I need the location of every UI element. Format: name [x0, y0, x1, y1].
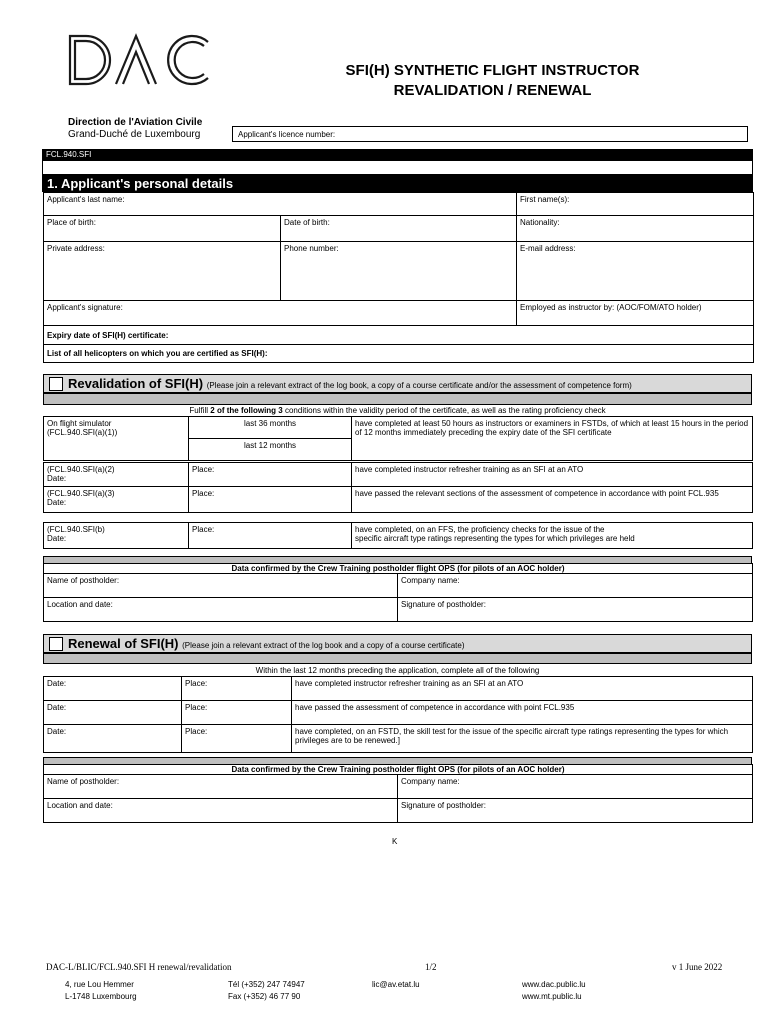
proficiency-check-table	[43, 522, 753, 549]
revalidation-grey-bar	[43, 393, 752, 405]
expiry-date-field[interactable]	[44, 326, 754, 345]
footer-doc-ref: DAC-L/BLIC/FCL.940.SFI H renewal/revalidation	[46, 962, 232, 972]
form-title-line2: REVALIDATION / RENEWAL	[393, 82, 592, 99]
renewal1-place-label: Place:	[185, 679, 208, 688]
spacer-row	[42, 161, 753, 174]
form-code-bar	[42, 149, 753, 161]
condition1-cell	[352, 417, 753, 461]
renewal3-date-field[interactable]	[44, 725, 182, 753]
condition3-place-field[interactable]	[189, 487, 352, 513]
date-of-birth-label: Date of birth:	[284, 218, 330, 227]
condition2-date-field[interactable]	[44, 463, 189, 487]
renewal3-place-field[interactable]	[182, 725, 292, 753]
private-address-label: Private address:	[47, 244, 105, 253]
condition3-ref: (FCL.940.SFI(a)(3)	[47, 489, 115, 498]
condition4-date-label: Date:	[47, 534, 67, 543]
confirm2-postholder-name-field[interactable]	[44, 775, 398, 799]
condition2-place-label: Place:	[192, 465, 215, 474]
flight-simulator-cell	[44, 417, 189, 461]
last-36-months-label: last 36 months	[243, 419, 297, 428]
stray-mark: K	[392, 837, 398, 846]
confirm2-company-label: Company name:	[401, 777, 460, 786]
confirm2-table	[43, 764, 753, 823]
nationality-label: Nationality:	[520, 218, 560, 227]
renewal3-cell	[292, 725, 753, 753]
confirm2-location-date-field[interactable]	[44, 799, 398, 823]
confirm1-location-date-label: Location and date:	[47, 600, 113, 609]
renewal-grey-bar	[43, 653, 752, 664]
footer-version: v 1 June 2022	[672, 962, 723, 972]
phone-field[interactable]	[281, 242, 517, 301]
last-36-months-field[interactable]	[189, 417, 352, 439]
revalidation-instruction	[43, 406, 752, 415]
condition2-date-label: Date:	[47, 474, 67, 483]
renewal1-text: have completed instructor refresher training as an SFI at an ATO	[295, 679, 524, 688]
footer-fax: Fax (+352) 46 77 90	[228, 992, 301, 1001]
condition1-text: have completed at least 50 hours as instructors or examiners in FSTDs, of which at least 15 hours in the period of 12 months immediately preceding the expiry date of the SFI certificate	[355, 419, 749, 437]
renewal-table	[43, 676, 753, 753]
section1-title: 1. Applicant's personal details	[47, 176, 234, 191]
helicopters-label: List of all helicopters on which you are certified as SFI(H):	[47, 349, 268, 358]
renewal1-cell	[292, 677, 753, 701]
condition4-place-field[interactable]	[189, 523, 352, 549]
employed-by-field[interactable]	[517, 301, 754, 326]
confirm2-title: Data confirmed by the Crew Training postholder flight OPS (for pilots of an AOC holder)	[231, 765, 565, 774]
renewal-header	[43, 634, 752, 653]
revalidation-sim-table	[43, 416, 753, 461]
condition4-cell	[352, 523, 753, 549]
section1-header	[42, 174, 753, 192]
fulfil-text-bold: 2 of the following 3	[210, 406, 283, 415]
org-name-line2: Grand-Duché de Luxembourg	[68, 129, 201, 140]
condition3-date-field[interactable]	[44, 487, 189, 513]
renewal3-text: have completed, on an FSTD, the skill test for the issue of the specific aircraft type ratings representing the types for which privileges are to be renewed.]	[295, 727, 729, 745]
confirm1-title-cell	[44, 564, 753, 574]
renewal2-date-field[interactable]	[44, 701, 182, 725]
condition4-date-field[interactable]	[44, 523, 189, 549]
footer-page: 1/2	[425, 962, 437, 972]
confirm1-company-label: Company name:	[401, 576, 460, 585]
last-name-field[interactable]	[44, 193, 517, 216]
renewal1-date-label: Date:	[47, 679, 67, 688]
revalidation-checkbox[interactable]	[49, 377, 63, 391]
confirm2-signature-field[interactable]	[398, 799, 753, 823]
condition3-date-label: Date:	[47, 498, 67, 507]
date-of-birth-field[interactable]	[281, 216, 517, 242]
private-address-field[interactable]	[44, 242, 281, 301]
revalidation-note: (Please join a relevant extract of the log book, a copy of a course certificate and/or the assessment of competence form)	[206, 381, 632, 390]
renewal1-place-field[interactable]	[182, 677, 292, 701]
revalidation-conditions-table	[43, 462, 753, 513]
personal-details-table	[43, 192, 754, 363]
renewal3-date-label: Date:	[47, 727, 67, 736]
flight-simulator-ref: (FCL.940.SFI(a)(1))	[47, 428, 118, 437]
footer-tel: Tél (+352) 247 74947	[228, 980, 305, 989]
renewal1-date-field[interactable]	[44, 677, 182, 701]
email-label: E-mail address:	[520, 244, 576, 253]
footer-email-link[interactable]: lic@av.etat.lu	[372, 980, 420, 989]
renewal-title: Renewal of SFI(H)	[68, 636, 179, 651]
condition3-text: have passed the relevant sections of the assessment of competence in accordance with point FCL.935	[355, 489, 719, 498]
place-of-birth-label: Place of birth:	[47, 218, 96, 227]
confirm1-title: Data confirmed by the Crew Training postholder flight OPS (for pilots of an AOC holder)	[231, 564, 565, 573]
condition2-cell	[352, 463, 753, 487]
last-12-months-field[interactable]	[189, 439, 352, 461]
flight-simulator-label: On flight simulator	[47, 419, 112, 428]
org-name-line1: Direction de l'Aviation Civile	[68, 117, 203, 128]
renewal-note: (Please join a relevant extract of the log book and a copy of a course certificate)	[182, 641, 465, 650]
renewal2-cell	[292, 701, 753, 725]
form-code: FCL.940.SFI	[46, 150, 92, 159]
renewal2-place-label: Place:	[185, 703, 208, 712]
confirm1-postholder-name-label: Name of postholder:	[47, 576, 120, 585]
dac-logo	[66, 32, 216, 88]
phone-label: Phone number:	[284, 244, 339, 253]
confirm2-postholder-name-label: Name of postholder:	[47, 777, 120, 786]
confirm1-company-field[interactable]	[398, 574, 753, 598]
renewal2-place-field[interactable]	[182, 701, 292, 725]
footer-address2: L-1748 Luxembourg	[65, 992, 137, 1001]
condition4-ref: (FCL.940.SFI(b)	[47, 525, 105, 534]
renewal2-text: have passed the assessment of competence in accordance with point FCL.935	[295, 703, 575, 712]
condition4-place-label: Place:	[192, 525, 215, 534]
condition2-ref: (FCL.940.SFI(a)(2)	[47, 465, 115, 474]
last-name-label: Applicant's last name:	[47, 195, 125, 204]
condition3-cell	[352, 487, 753, 513]
renewal-instruction: Within the last 12 months preceding the application, complete all of the following	[255, 666, 540, 675]
employed-by-label: Employed as instructor by: (AOC/FOM/ATO holder)	[520, 303, 702, 312]
renewal-checkbox[interactable]	[49, 637, 63, 651]
footer-web-mt-link[interactable]: www.mt.public.lu	[522, 992, 582, 1001]
confirm1-postholder-name-field[interactable]	[44, 574, 398, 598]
confirm2-signature-label: Signature of postholder:	[401, 801, 486, 810]
licence-number-field[interactable]	[232, 126, 748, 142]
revalidation-header	[43, 374, 752, 393]
footer-address1: 4, rue Lou Hemmer	[65, 980, 134, 989]
applicant-signature-field[interactable]	[44, 301, 517, 326]
last-12-months-label: last 12 months	[243, 441, 297, 450]
condition2-place-field[interactable]	[189, 463, 352, 487]
confirm2-title-cell	[44, 765, 753, 775]
confirm2-location-date-label: Location and date:	[47, 801, 113, 810]
nationality-field[interactable]	[517, 216, 754, 242]
footer-web-dac-link[interactable]: www.dac.public.lu	[522, 980, 586, 989]
renewal3-place-label: Place:	[185, 727, 208, 736]
revalidation-title: Revalidation of SFI(H)	[68, 376, 204, 391]
place-of-birth-field[interactable]	[44, 216, 281, 242]
confirm2-company-field[interactable]	[398, 775, 753, 799]
helicopters-field[interactable]	[44, 345, 754, 363]
confirm1-table	[43, 563, 753, 622]
condition3-place-label: Place:	[192, 489, 215, 498]
condition4-text-line2: specific aircraft type ratings representing the types for which privileges are held	[355, 534, 635, 543]
confirm1-signature-field[interactable]	[398, 598, 753, 622]
fulfil-text-pre: Fulfill	[189, 406, 211, 415]
fulfil-text-post: conditions within the validity period of the certificate, as well as the rating proficiency check	[282, 406, 606, 415]
form-title-line1: SFI(H) SYNTHETIC FLIGHT INSTRUCTOR	[345, 62, 640, 79]
renewal2-date-label: Date:	[47, 703, 67, 712]
condition4-text-line1: have completed, on an FFS, the proficiency checks for the issue of the	[355, 525, 605, 534]
expiry-date-label: Expiry date of SFI(H) certificate:	[47, 331, 169, 340]
condition2-text: have completed instructor refresher training as an SFI at an ATO	[355, 465, 584, 474]
applicant-signature-label: Applicant's signature:	[47, 303, 123, 312]
confirm1-signature-label: Signature of postholder:	[401, 600, 486, 609]
confirm1-location-date-field[interactable]	[44, 598, 398, 622]
email-field[interactable]	[517, 242, 754, 301]
licence-number-label: Applicant's licence number:	[238, 130, 336, 139]
first-names-field[interactable]	[517, 193, 754, 216]
first-names-label: First name(s):	[520, 195, 570, 204]
